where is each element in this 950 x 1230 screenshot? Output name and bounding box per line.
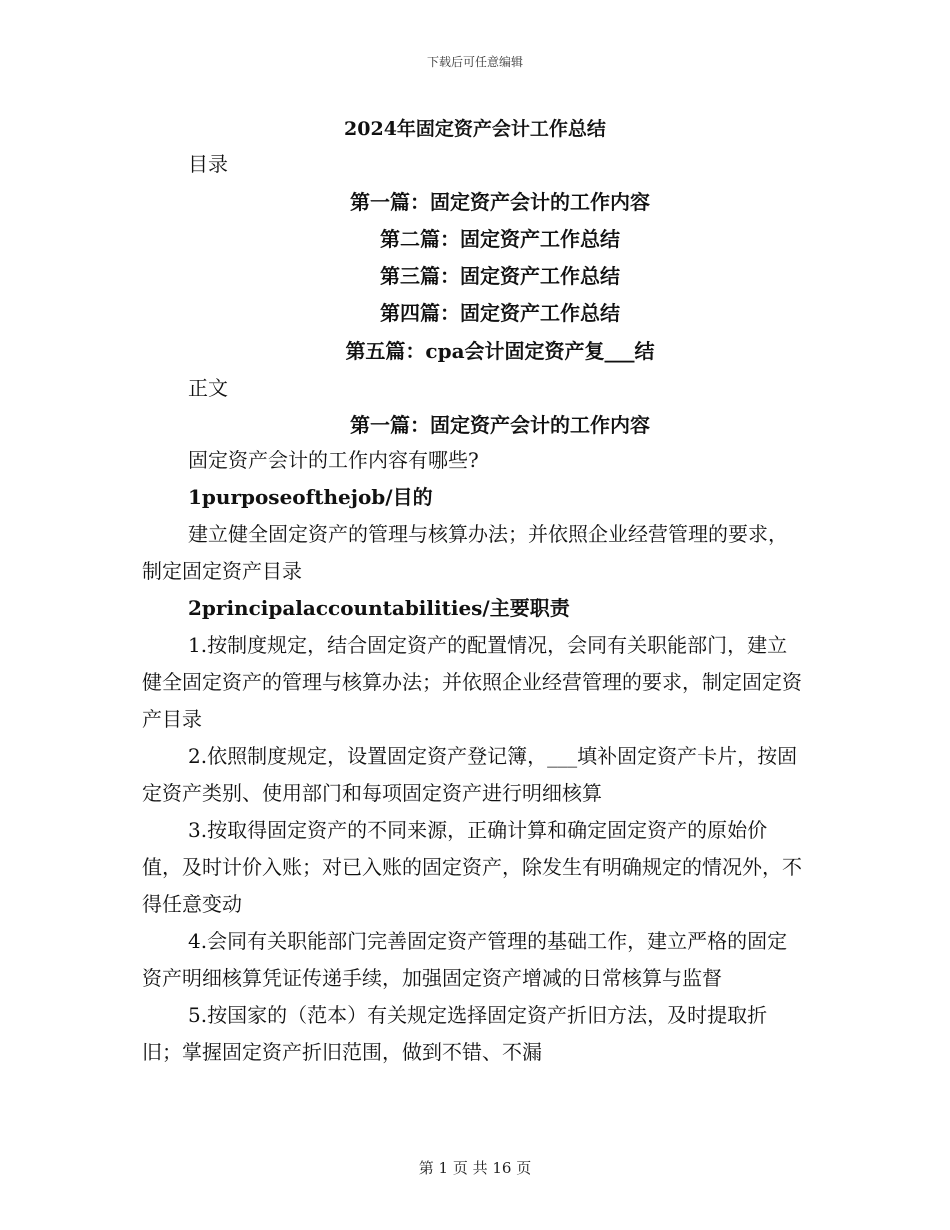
body-label: 正文 bbox=[188, 376, 228, 400]
toc-item: 第三篇：固定资产工作总结 bbox=[380, 264, 620, 288]
subheading: 2principalaccountabilities/主要职责 bbox=[188, 596, 570, 620]
toc-item: 第四篇：固定资产工作总结 bbox=[380, 301, 620, 325]
paragraph: 5.按国家的（范本）有关规定选择固定资产折旧方法，及时提取折旧；掌握固定资产折旧范围，做到不错、不漏 bbox=[142, 1003, 768, 1064]
paragraph: 建立健全固定资产的管理与核算办法；并依照企业经营管理的要求，制定固定资产目录 bbox=[142, 522, 788, 583]
toc-item: 第二篇：固定资产工作总结 bbox=[380, 227, 620, 251]
subheading: 1purposeofthejob/目的 bbox=[188, 485, 433, 509]
section-heading: 第一篇：固定资产会计的工作内容 bbox=[350, 413, 650, 437]
page-footer: 第 1 页 共 16 页 bbox=[418, 1159, 532, 1177]
paragraph: 2.依照制度规定，设置固定资产登记簿，___填补固定资产卡片，按固定资产类别、使用部门和每项固定资产进行明细核算 bbox=[142, 744, 798, 805]
toc-item: 第五篇：cpa会计固定资产复___结 bbox=[345, 339, 655, 363]
toc-item: 第一篇：固定资产会计的工作内容 bbox=[350, 190, 650, 214]
page-title: 2024年固定资产会计工作总结 bbox=[344, 118, 606, 140]
body-text bbox=[142, 442, 806, 1071]
paragraph: 4.会同有关职能部门完善固定资产管理的基础工作，建立严格的固定资产明细核算凭证传递手续，加强固定资产增减的日常核算与监督 bbox=[142, 929, 788, 990]
paragraph: 1.按制度规定，结合固定资产的配置情况，会同有关职能部门，建立健全固定资产的管理与核算办法；并依照企业经营管理的要求，制定固定资产目录 bbox=[142, 633, 802, 731]
paragraph: 3.按取得固定资产的不同来源，正确计算和确定固定资产的原始价值，及时计价入账；对已入账的固定资产，除发生有明确规定的情况外，不得任意变动 bbox=[142, 818, 802, 916]
header-note: 下载后可任意编辑 bbox=[426, 55, 523, 69]
toc-label: 目录 bbox=[188, 152, 228, 176]
paragraph: 固定资产会计的工作内容有哪些? bbox=[188, 448, 479, 472]
